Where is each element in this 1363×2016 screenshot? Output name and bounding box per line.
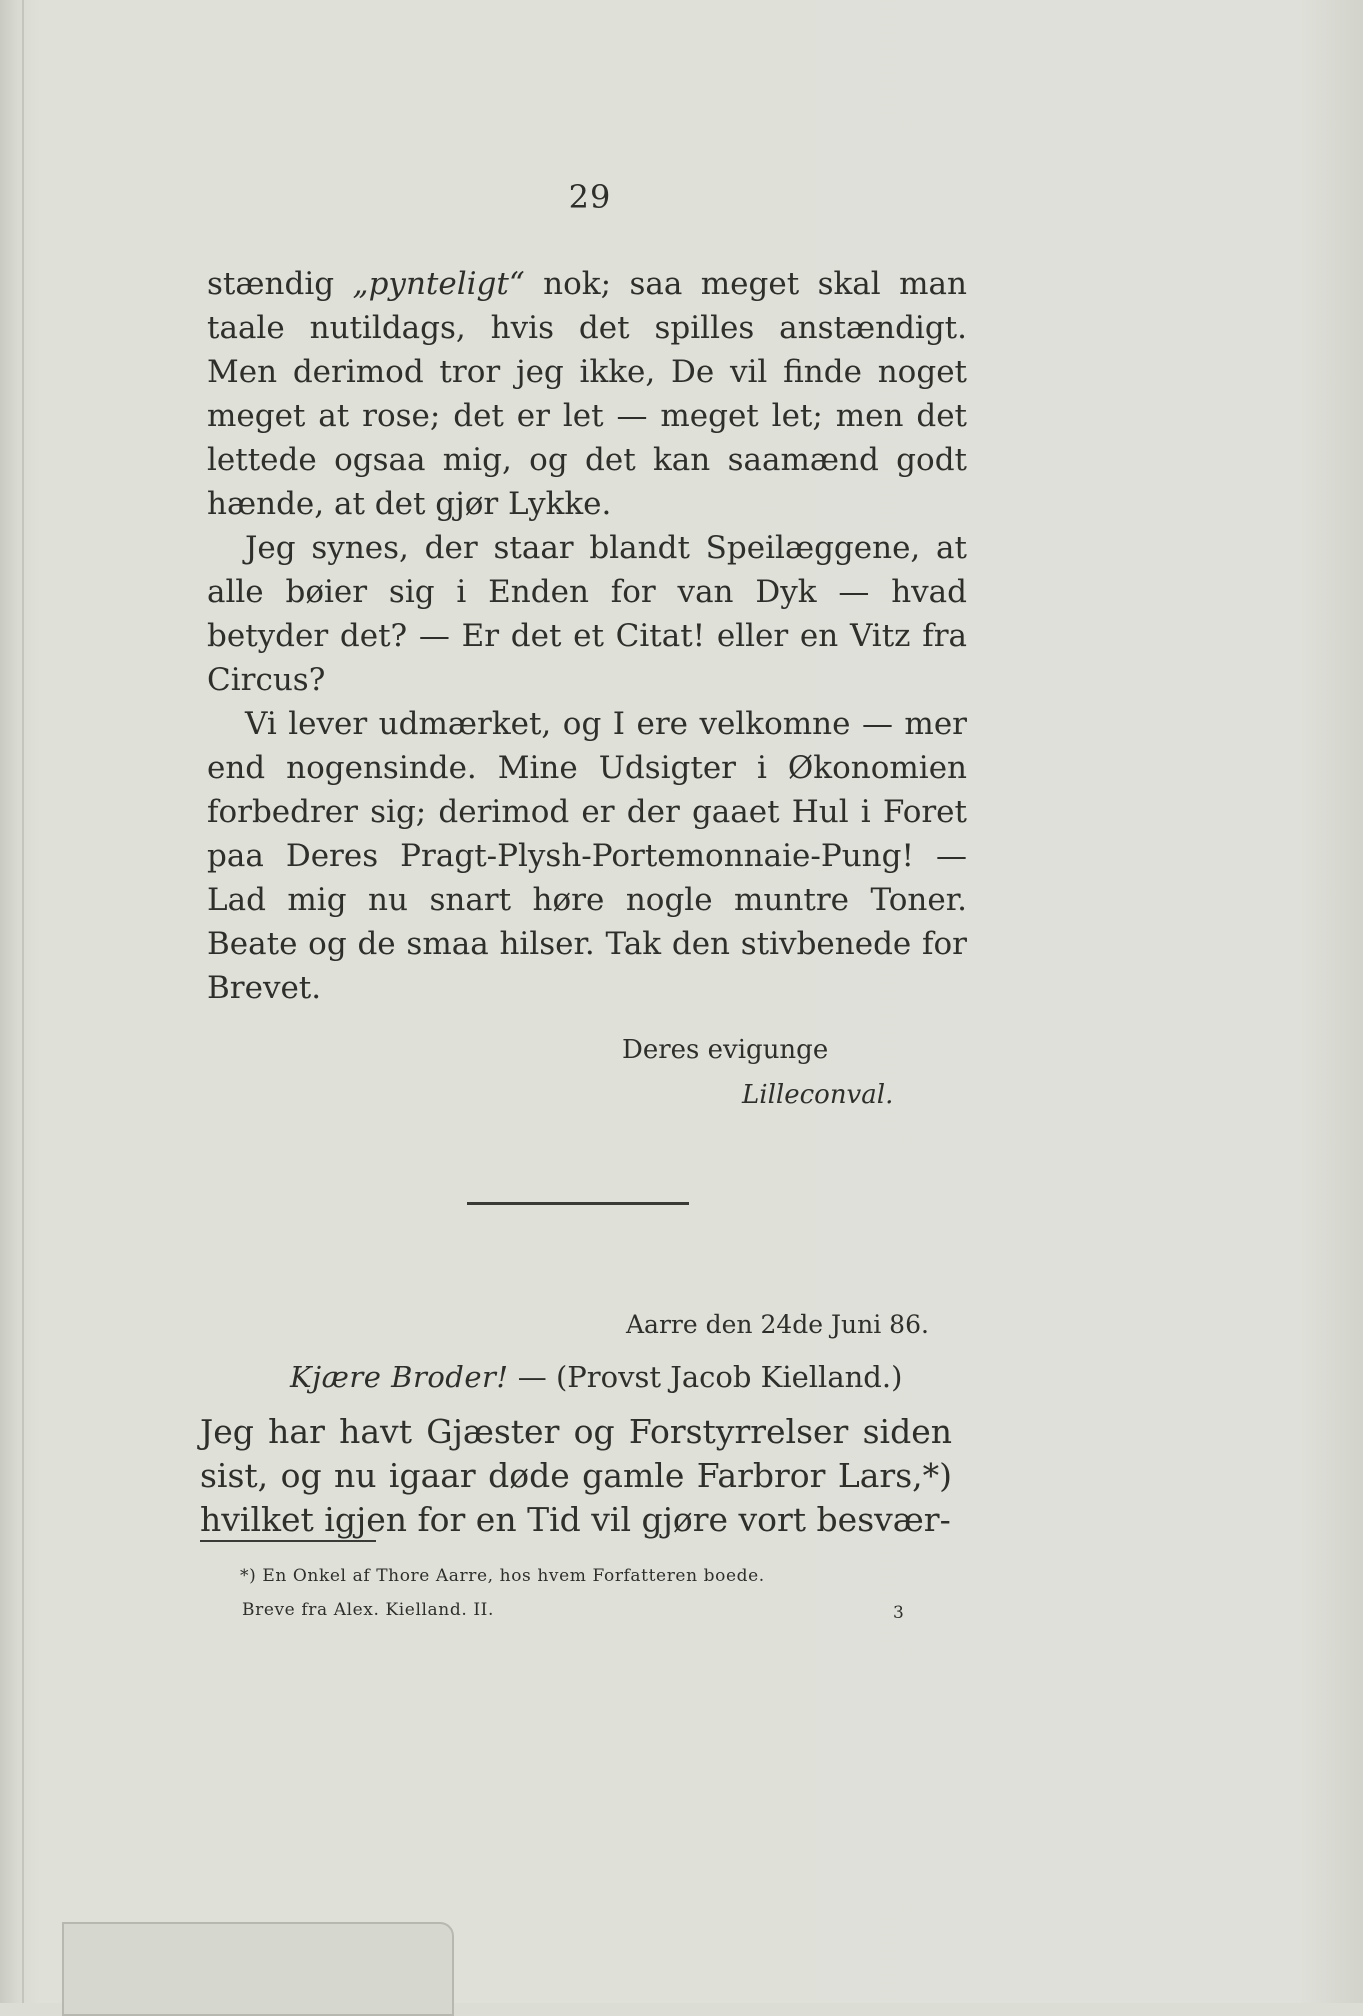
letter-salutation <box>290 1360 902 1394</box>
paragraph-2: Jeg synes, der staar blandt Speilæggene, at alle bøier sig i Enden for van Dyk — hvad betyder det? — Er det et Citat! eller en Vitz fra Circus? <box>207 530 967 698</box>
paragraph-1-start: stændig <box>207 266 353 302</box>
binding-gutter <box>22 0 24 2003</box>
scan-tab-shadow <box>62 1922 454 2016</box>
printer-signature-mark: Breve fra Alex. Kielland. II. <box>242 1600 494 1620</box>
paragraph-1-rest: nok; saa meget skal man taale nutildags, hvis det spilles anstændigt. Men derimod tror jeg ikke, De vil finde noget meget at rose; det er let — meget let; men det lettede ogsaa mig, og det kan saamænd godt hænde, at det gjør Lykke. <box>207 266 967 522</box>
letter-body <box>207 262 967 1010</box>
paragraph-3: Vi lever udmærket, og I ere velkomne — mer end nogensinde. Mine Udsigter i Økonomien forbedrer sig; derimod er der gaaet Hul i Foret paa Deres Pragt-Plysh-Portemonnaie-Pung! — Lad mig nu snart høre nogle muntre Toner. Beate og de smaa hilser. Tak den stivbenede for Brevet. <box>207 706 967 1006</box>
sheet-number: 3 <box>893 1603 904 1623</box>
emphasized-word: „pynteligt“ <box>352 266 525 302</box>
footnote: *) En Onkel af Thore Aarre, hos hvem Forfatteren boede. <box>240 1566 765 1586</box>
salutation-greeting: Kjære Broder! <box>290 1360 509 1394</box>
section-divider <box>467 1202 689 1205</box>
letter-closing: Deres evigunge <box>622 1035 829 1065</box>
salutation-recipient: — (Provst Jacob Kielland.) <box>508 1360 903 1394</box>
letter-date-line: Aarre den 24de Juni 86. <box>626 1310 929 1339</box>
letter-2-paragraph-1: Jeg har havt Gjæster og Forstyrrelser siden sist, og nu igaar døde gamle Farbror Lars,*) hvilket igjen for en Tid vil gjøre vort besvær- <box>200 1412 952 1539</box>
letter-2-body <box>200 1410 952 1542</box>
letter-signature: Lilleconval. <box>742 1080 894 1110</box>
paragraph-1 <box>207 262 967 526</box>
page-number: 29 <box>568 178 612 216</box>
footnote-rule <box>200 1540 376 1542</box>
